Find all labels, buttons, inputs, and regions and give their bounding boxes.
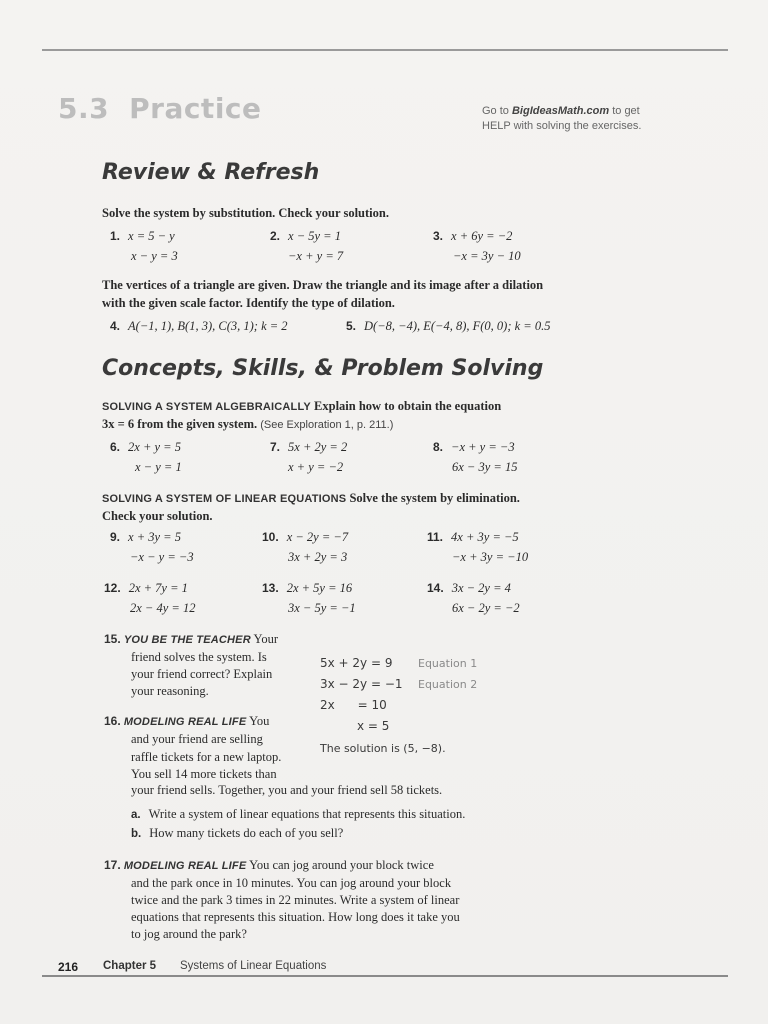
help-text-post: to get xyxy=(609,105,640,117)
section-number: 5.3 xyxy=(58,92,110,125)
equation-line: 5x + 2y = 2 xyxy=(288,440,348,454)
exercise-number: 8. xyxy=(433,440,444,454)
algebra-reference: (See Exploration 1, p. 211.) xyxy=(260,419,394,431)
exercise-11-line2: −x + 3y = −10 xyxy=(452,550,529,564)
equation-line: 2x + 7y = 1 xyxy=(128,581,188,595)
exercise-number: 16. xyxy=(104,714,121,728)
exercise-16-line4: You sell 14 more tickets than xyxy=(131,767,277,781)
exercise-number: 15. xyxy=(104,632,121,646)
exercise-14 xyxy=(427,581,511,596)
review-instruction-2-line2: with the given scale factor. Identify the type of dilation. xyxy=(102,296,395,310)
equation-line: x − 5y = 1 xyxy=(288,229,341,243)
algebra-text: Explain how to obtain the equation xyxy=(314,399,502,413)
exercise-15-line1 xyxy=(104,630,278,649)
work-equation-1: 5x + 2y = 9 xyxy=(320,656,393,670)
review-heading: Review & Refresh xyxy=(102,160,320,185)
part-text: Write a system of linear equations that represents this situation. xyxy=(148,807,466,821)
exercise-16-caps: MODELING REAL LIFE xyxy=(123,716,247,728)
exercise-16a xyxy=(131,805,465,824)
exercise-15-text: Your xyxy=(253,632,278,646)
exercise-17-line5: to jog around the park? xyxy=(131,927,247,941)
exercise-7 xyxy=(270,440,347,455)
equation-line: 2x + 5y = 16 xyxy=(286,581,353,595)
help-text-line2: HELP with solving the exercises. xyxy=(482,120,642,132)
equation-line: −x + y = −3 xyxy=(451,440,515,454)
exercise-text: D(−8, −4), E(−4, 8), F(0, 0); k = 0.5 xyxy=(364,319,551,333)
exercise-9-line2: −x − y = −3 xyxy=(130,550,194,564)
exercise-3-line2: −x = 3y − 10 xyxy=(453,249,521,263)
exercise-9 xyxy=(110,530,181,545)
exercise-number: 7. xyxy=(270,440,281,454)
equation-line: x + 6y = −2 xyxy=(451,229,513,243)
exercise-16-line5: your friend sells. Together, you and your friend sell 58 tickets. xyxy=(131,783,443,797)
exercise-16-text: You xyxy=(249,714,270,728)
bottom-rule xyxy=(42,975,728,977)
page-number: 216 xyxy=(58,960,79,974)
equation-line: 3x − 2y = 4 xyxy=(451,581,511,595)
exercise-number: 14. xyxy=(427,581,444,595)
exercise-15-caps: YOU BE THE TEACHER xyxy=(123,634,251,646)
part-text: How many tickets do each of you sell? xyxy=(149,826,344,840)
exercise-6 xyxy=(110,440,181,455)
exercise-4 xyxy=(110,319,288,334)
work-label-2: Equation 2 xyxy=(418,678,478,691)
exercise-number: 5. xyxy=(346,319,357,333)
exercise-1 xyxy=(110,229,175,244)
exercise-17-caps: MODELING REAL LIFE xyxy=(123,860,247,872)
exercise-number: 9. xyxy=(110,530,121,544)
exercise-17-text: You can jog around your block twice xyxy=(249,858,434,872)
algebra-text-2: 3x = 6 from the given system. xyxy=(102,417,258,431)
equation-line: 4x + 3y = −5 xyxy=(451,530,519,544)
exercise-17-line3: twice and the park 3 times in 22 minutes. Write a system of linear xyxy=(131,893,460,907)
exercise-15-line4: your reasoning. xyxy=(131,684,209,698)
exercise-number: 10. xyxy=(262,530,279,544)
exercise-8-line2: 6x − 3y = 15 xyxy=(452,460,518,474)
exercise-15-line2: friend solves the system. Is xyxy=(131,650,267,664)
equation-line: x − 2y = −7 xyxy=(286,530,349,544)
algebra-instruction-line1 xyxy=(102,397,501,416)
exercise-3 xyxy=(433,229,512,244)
concepts-heading: Concepts, Skills, & Problem Solving xyxy=(102,356,544,381)
exercise-13 xyxy=(262,581,352,596)
section-title xyxy=(58,92,262,125)
exercise-number: 17. xyxy=(104,858,121,872)
exercise-number: 13. xyxy=(262,581,279,595)
chapter-label: Chapter 5 xyxy=(103,960,157,972)
work-equation-4: x = 5 xyxy=(357,719,390,733)
chapter-title: Systems of Linear Equations xyxy=(180,960,327,972)
exercise-17-line4: equations that represents this situation. How long does it take you xyxy=(131,910,460,924)
help-text-pre: Go to xyxy=(482,105,512,117)
equation-line: x = 5 − y xyxy=(128,229,175,243)
linear-instruction-line1 xyxy=(102,489,520,508)
exercise-6-line2: x − y = 1 xyxy=(135,460,182,474)
section-name: Practice xyxy=(129,92,262,125)
equation-line: x + 3y = 5 xyxy=(128,530,181,544)
exercise-number: 12. xyxy=(104,581,121,595)
linear-text: Solve the system by elimination. xyxy=(349,491,520,505)
exercise-16-line1 xyxy=(104,712,269,731)
exercise-8 xyxy=(433,440,515,455)
help-note xyxy=(482,104,641,134)
exercise-number: 3. xyxy=(433,229,444,243)
exercise-16b xyxy=(131,824,343,843)
exercise-16-line3: raffle tickets for a new laptop. xyxy=(131,750,282,764)
exercise-5 xyxy=(346,319,551,334)
exercise-14-line2: 6x − 2y = −2 xyxy=(452,601,520,615)
work-solution: The solution is (5, −8). xyxy=(320,742,446,755)
exercise-2-line2: −x + y = 7 xyxy=(288,249,344,263)
exercise-13-line2: 3x − 5y = −1 xyxy=(288,601,356,615)
exercise-12 xyxy=(104,581,188,596)
exercise-11 xyxy=(427,530,519,545)
linear-caps-label: SOLVING A SYSTEM OF LINEAR EQUATIONS xyxy=(102,493,347,505)
algebra-caps-label: SOLVING A SYSTEM ALGEBRAICALLY xyxy=(102,401,311,413)
algebra-instruction-line2 xyxy=(102,415,393,434)
help-site-link[interactable]: BigIdeasMath.com xyxy=(511,105,610,117)
work-equation-2: 3x − 2y = −1 xyxy=(320,677,403,691)
exercise-16-line2: and your friend are selling xyxy=(131,732,263,746)
work-label-1: Equation 1 xyxy=(418,657,478,670)
exercise-number: 4. xyxy=(110,319,121,333)
exercise-7-line2: x + y = −2 xyxy=(288,460,344,474)
exercise-number: 1. xyxy=(110,229,121,243)
exercise-17-line1 xyxy=(104,856,434,875)
exercise-1-line2: x − y = 3 xyxy=(131,249,178,263)
exercise-10-line2: 3x + 2y = 3 xyxy=(288,550,348,564)
equation-line: 2x + y = 5 xyxy=(128,440,181,454)
review-instruction-2-line1: The vertices of a triangle are given. Draw the triangle and its image after a dilation xyxy=(102,278,544,292)
top-rule xyxy=(42,49,728,51)
linear-instruction-line2: Check your solution. xyxy=(102,509,213,523)
exercise-text: A(−1, 1), B(1, 3), C(3, 1); k = 2 xyxy=(128,319,288,333)
review-instruction-1: Solve the system by substitution. Check your solution. xyxy=(102,206,389,220)
exercise-number: 6. xyxy=(110,440,121,454)
part-label: a. xyxy=(131,809,141,821)
exercise-12-line2: 2x − 4y = 12 xyxy=(130,601,196,615)
exercise-number: 2. xyxy=(270,229,281,243)
part-label: b. xyxy=(131,828,142,840)
work-equation-3: 2x = 10 xyxy=(320,698,387,712)
exercise-15-line3: your friend correct? Explain xyxy=(131,667,273,681)
exercise-10 xyxy=(262,530,348,545)
exercise-number: 11. xyxy=(427,530,444,544)
exercise-17-line2: and the park once in 10 minutes. You can jog around your block xyxy=(131,876,452,890)
exercise-2 xyxy=(270,229,341,244)
